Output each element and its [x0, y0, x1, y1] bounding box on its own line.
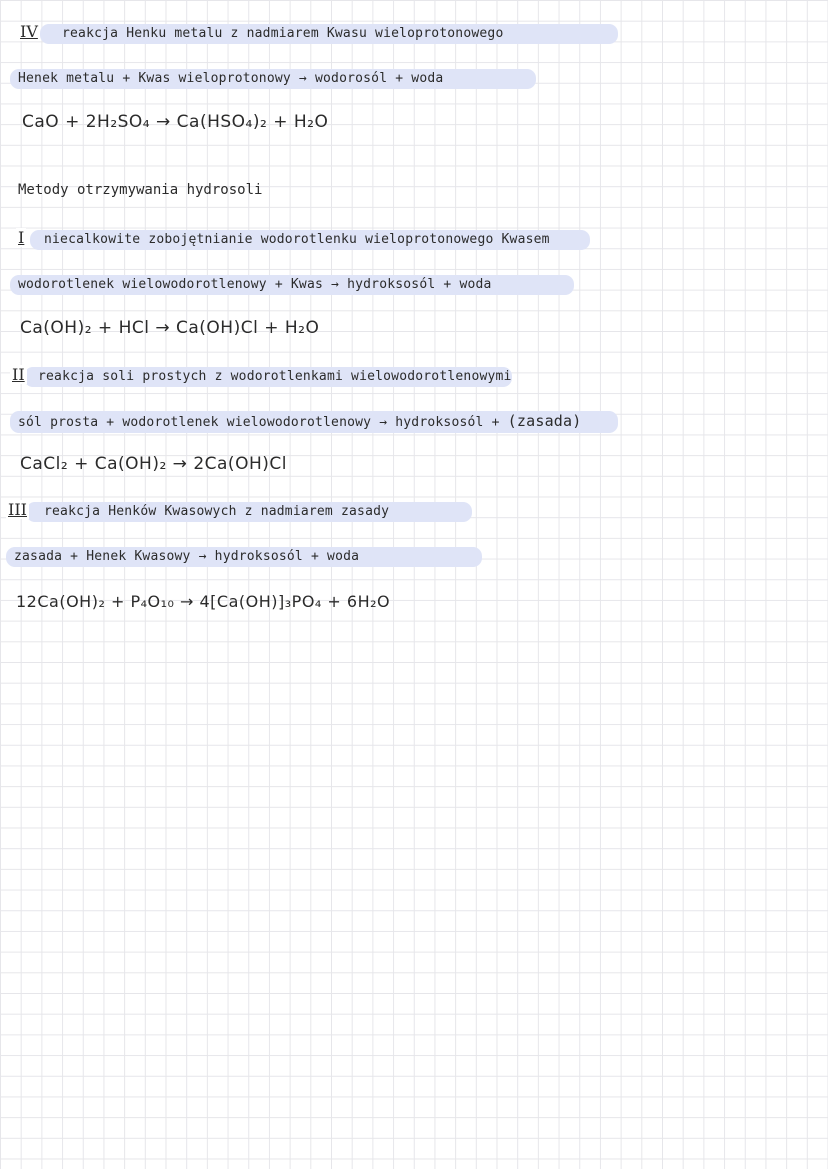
word-equation-3-tail: (zasada)	[507, 412, 582, 430]
word-equation-3-main: sól prosta + wodorotlenek wielowodorotlenowy → hydroksosól +	[18, 415, 500, 430]
word-equation-1-text: Henek metalu + Kwas wieloprotonowy → wodorosól + woda	[10, 69, 536, 89]
word-equation-4	[0, 545, 828, 575]
chemical-equation-1	[0, 110, 828, 140]
roman-numeral-iv: IV	[20, 22, 38, 41]
heading-i-line	[0, 228, 828, 258]
chemical-equation-2	[0, 316, 828, 346]
chemical-equation-3-text: CaCl₂ + Ca(OH)₂ → 2Ca(OH)Cl	[20, 454, 287, 474]
heading-iv-text: reakcja Henku metalu z nadmiarem Kwasu wieloprotonowego	[40, 24, 618, 44]
chemical-equation-1-text: CaO + 2H₂SO₄ → Ca(HSO₄)₂ + H₂O	[22, 112, 329, 132]
heading-iii-line	[0, 500, 828, 530]
roman-numeral-i: I	[18, 228, 25, 247]
heading-ii-text: reakcja soli prostych z wodorotlenkami wielowodorotlenowymi	[24, 367, 512, 387]
heading-iv-line	[0, 22, 828, 52]
chemical-equation-3	[0, 452, 828, 482]
word-equation-3-text	[10, 411, 618, 433]
chemical-equation-4-text: 12Ca(OH)₂ + P₄O₁₀ → 4[Ca(OH)]₃PO₄ + 6H₂O	[16, 592, 391, 611]
heading-ii-line	[0, 365, 828, 395]
roman-numeral-iii: III	[8, 500, 27, 519]
word-equation-2	[0, 273, 828, 303]
heading-i-text: niecalkowite zobojętnianie wodorotlenku wieloprotonowego Kwasem	[30, 230, 590, 250]
roman-numeral-ii: II	[12, 365, 25, 384]
chemical-equation-2-text: Ca(OH)₂ + HCl → Ca(OH)Cl + H₂O	[20, 318, 320, 338]
word-equation-4-text: zasada + Henek Kwasowy → hydroksosól + woda	[6, 547, 482, 567]
heading-iii-text: reakcja Henków Kwasowych z nadmiarem zasady	[26, 502, 472, 522]
section-title: Metody otrzymywania hydrosoli	[18, 182, 263, 198]
chemical-equation-4	[0, 590, 828, 620]
word-equation-2-text: wodorotlenek wielowodorotlenowy + Kwas → hydroksosól + woda	[10, 275, 574, 295]
word-equation-3	[0, 409, 828, 439]
word-equation-1	[0, 67, 828, 97]
section-title-line	[0, 180, 828, 210]
